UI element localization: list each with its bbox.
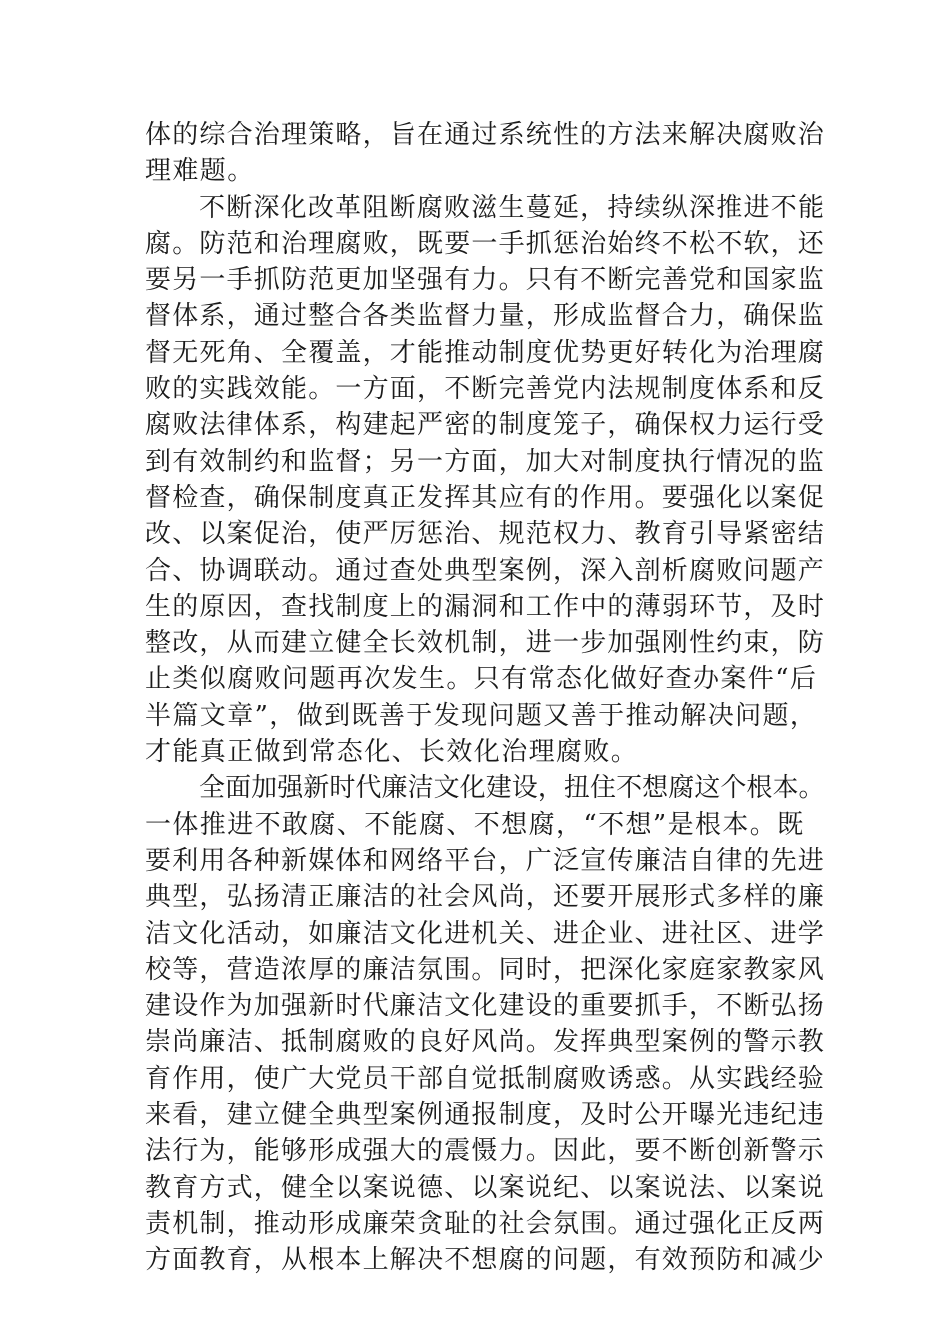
text-line: 体的综合治理策略，旨在通过系统性的方法来解决腐败治 bbox=[145, 120, 826, 150]
text-line: 督无死角、全覆盖，才能推动制度优势更好转化为治理腐 bbox=[145, 337, 826, 368]
paragraph-first-line: 全面加强新时代廉洁文化建设，扭住不想腐这个根本。 bbox=[199, 773, 825, 804]
text-line: 生的原因，查找制度上的漏洞和工作中的薄弱环节，及时 bbox=[145, 591, 826, 622]
text-line: 改、以案促治，使严厉惩治、规范权力、教育引导紧密结 bbox=[145, 519, 826, 550]
text-line: 典型，弘扬清正廉洁的社会风尚，还要开展形式多样的廉 bbox=[145, 882, 826, 913]
text-line: 方面教育，从根本上解决不想腐的问题，有效预防和减少 bbox=[145, 1245, 826, 1276]
text-line: 合、协调联动。通过查处典型案例，深入剖析腐败问题产 bbox=[145, 555, 826, 586]
text-line: 教育方式，健全以案说德、以案说纪、以案说法、以案说 bbox=[145, 1172, 826, 1203]
text-line: 理难题。 bbox=[145, 156, 255, 187]
text-line: 建设作为加强新时代廉洁文化建设的重要抓手，不断弘扬 bbox=[145, 991, 826, 1022]
text-line: 法行为，能够形成强大的震慑力。因此，要不断创新警示 bbox=[145, 1136, 826, 1167]
paragraph-first-line: 不断深化改革阻断腐败滋生蔓延，持续纵深推进不能 bbox=[199, 192, 826, 223]
document-body bbox=[145, 117, 825, 1279]
text-line: 止类似腐败问题再次发生。只有常态化做好查办案件“后 bbox=[145, 664, 818, 695]
text-line: 整改，从而建立健全长效机制，进一步加强刚性约束，防 bbox=[145, 628, 826, 659]
text-line: 一体推进不敢腐、不能腐、不想腐，“不想”是根本。既 bbox=[145, 809, 805, 840]
text-line: 半篇文章”，做到既善于发现问题又善于推动解决问题， bbox=[145, 700, 818, 731]
text-line: 才能真正做到常态化、长效化治理腐败。 bbox=[145, 737, 639, 768]
text-line: 要利用各种新媒体和网络平台，广泛宣传廉洁自律的先进 bbox=[145, 845, 826, 876]
text-line: 督体系，通过整合各类监督力量，形成监督合力，确保监 bbox=[145, 301, 826, 332]
text-line: 洁文化活动，如廉洁文化进机关、进企业、进社区、进学 bbox=[145, 918, 826, 949]
text-line: 要另一手抓防范更加坚强有力。只有不断完善党和国家监 bbox=[145, 265, 826, 296]
text-line: 校等，营造浓厚的廉洁氛围。同时，把深化家庭家教家风 bbox=[145, 954, 826, 985]
text-line: 崇尚廉洁、抵制腐败的良好风尚。发挥典型案例的警示教 bbox=[145, 1027, 826, 1058]
text-line: 育作用，使广大党员干部自觉抵制腐败诱惑。从实践经验 bbox=[145, 1063, 826, 1094]
text-line: 督检查，确保制度真正发挥其应有的作用。要强化以案促 bbox=[145, 482, 826, 513]
text-line: 来看，建立健全典型案例通报制度，及时公开曝光违纪违 bbox=[145, 1100, 826, 1131]
text-line: 败的实践效能。一方面，不断完善党内法规制度体系和反 bbox=[145, 374, 826, 405]
text-line: 到有效制约和监督；另一方面，加大对制度执行情况的监 bbox=[145, 446, 826, 477]
text-line: 腐败法律体系，构建起严密的制度笼子，确保权力运行受 bbox=[145, 410, 826, 441]
text-line: 腐。防范和治理腐败，既要一手抓惩治始终不松不软，还 bbox=[145, 228, 826, 259]
text-line: 责机制，推动形成廉荣贪耻的社会氛围。通过强化正反两 bbox=[145, 1208, 826, 1239]
